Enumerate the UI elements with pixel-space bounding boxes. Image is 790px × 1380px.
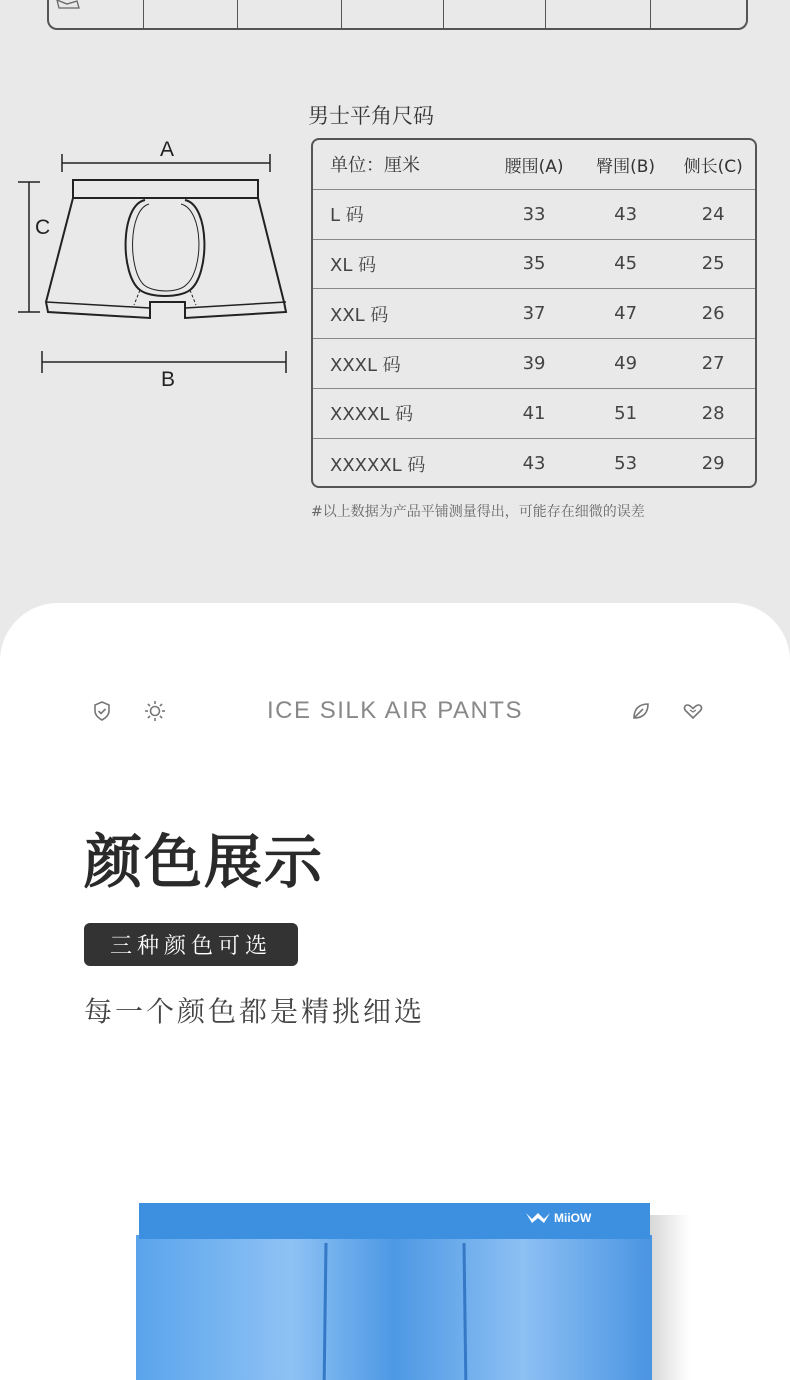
header-side-length: 侧长(C) <box>683 156 743 177</box>
waist-value: 33 <box>522 203 546 225</box>
table-row <box>313 240 755 290</box>
side-length-value: 27 <box>701 353 725 375</box>
boxer-product-illustration <box>130 1195 690 1380</box>
size-name: XXXXXL 码 <box>330 454 426 476</box>
brand-logo-text: MiiOW <box>554 1211 592 1225</box>
table-header-row <box>313 140 755 190</box>
table-cell <box>444 0 546 28</box>
waist-value: 35 <box>522 253 546 275</box>
waist-value: 43 <box>522 453 546 475</box>
size-name: XXL 码 <box>330 304 389 326</box>
header-hip: 臀围(B) <box>596 156 656 177</box>
product-image-blue-boxer <box>130 1195 690 1380</box>
boxer-outline-icon <box>0 130 300 400</box>
table-cell <box>342 0 444 28</box>
dimension-label-a: A <box>160 138 175 161</box>
side-length-value: 24 <box>701 203 725 225</box>
waist-value: 39 <box>522 353 546 375</box>
boxer-measurement-diagram <box>0 130 300 400</box>
table-row <box>313 389 755 439</box>
size-name: XL 码 <box>330 254 377 276</box>
dimension-label-b: B <box>161 368 176 391</box>
table-row <box>313 190 755 240</box>
table-row <box>313 439 755 488</box>
table-row <box>313 339 755 389</box>
size-name: XXXL 码 <box>330 354 401 376</box>
hip-value: 45 <box>614 253 638 275</box>
header-waist: 腰围(A) <box>504 156 564 177</box>
side-length-value: 29 <box>701 453 725 475</box>
waist-value: 41 <box>522 402 546 424</box>
table-row <box>313 289 755 339</box>
table-cell <box>49 0 144 28</box>
side-length-value: 25 <box>701 253 725 275</box>
garment-thumbnail-icon <box>49 0 109 10</box>
previous-table-bottom <box>47 0 748 30</box>
section-subtitle: 每一个颜色都是精挑细选 <box>84 995 426 1028</box>
waist-value: 37 <box>522 303 546 325</box>
measurement-note: #以上数据为产品平铺测量得出，可能存在细微的误差 <box>311 504 645 520</box>
hip-value: 47 <box>614 303 638 325</box>
size-table <box>311 138 757 488</box>
size-name: L 码 <box>330 205 364 227</box>
side-length-value: 28 <box>701 402 725 424</box>
table-cell <box>238 0 342 28</box>
hip-value: 43 <box>614 203 638 225</box>
table-cell <box>651 0 746 28</box>
header-unit: 单位：厘米 <box>330 155 420 177</box>
product-tagline: ICE SILK AIR PANTS <box>267 697 523 724</box>
section-title: 颜色展示 <box>84 828 325 896</box>
color-options-badge: 三种颜色可选 <box>84 923 298 966</box>
side-length-value: 26 <box>701 303 725 325</box>
size-name: XXXXL 码 <box>330 404 414 426</box>
table-cell <box>546 0 651 28</box>
table-cell <box>144 0 238 28</box>
hip-value: 51 <box>614 402 638 424</box>
size-chart-title: 男士平角尺码 <box>308 104 434 128</box>
hip-value: 53 <box>614 453 638 475</box>
hip-value: 49 <box>614 353 638 375</box>
dimension-label-c: C <box>35 216 51 239</box>
